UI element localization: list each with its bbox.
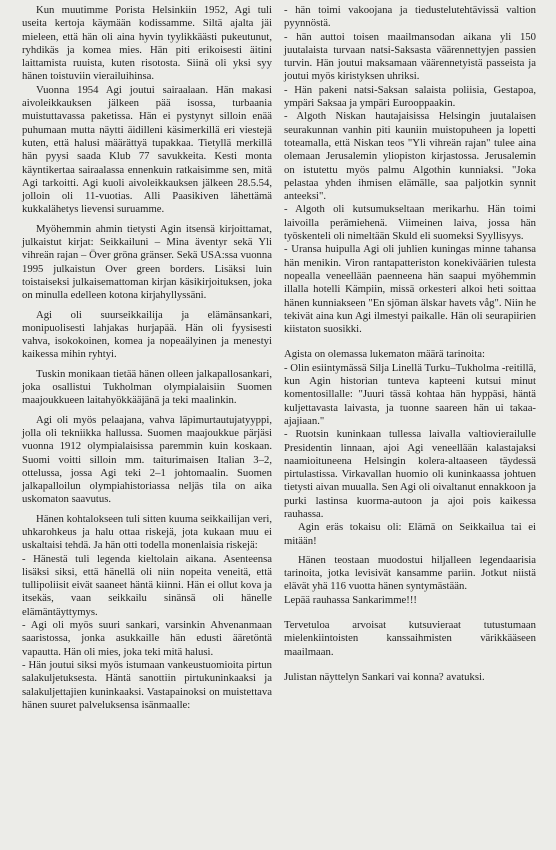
paragraph: Tervetuloa arvoisat kutsuvieraat tutustumaan mielenkiintoisten kanssaihmisten värikkääseen maailmaan. <box>284 619 536 658</box>
paragraph: Tuskin monikaan tietää hänen olleen jalkapallosankari, joka osallistui Tukholman olympialaisiin Suomen maajoukkueen laitahyökkääjänä ja teki maalinkin. <box>22 367 272 407</box>
paragraph: - hän toimi vakoojana ja tiedustelutehtävissä valtion pyynnöstä. <box>284 4 536 30</box>
paragraph: Agi oli myös pelaajana, vahva läpimurtautujatyyppi, jolla oli tekniikka hallussa. Suomen maajoukkue pärjäsi vuonna 1912 olympialaisissa paremmin kuin koskaan. Suomi voitti silloin mm. taiturimaisen Italian 3–2, ottelussa, jossa Agi teki 2–1 johtomaalin. Suomen jalkapalloilun olympiahistoriassa neljäs tila on aika uskomaton saavutus. <box>22 413 272 506</box>
paragraph: - Algoth Niskan hautajaisissa Helsingin juutalaisen seurakunnan vanhin piti kauniin muistopuheen ja lopetti toteamalla, että Niskan teos "Yli vihreän rajan" tulee aina olemaan Jerusalemin yliopiston kirjastossa. Jerusalemin on istutettu myös palmu Algothin kunniaksi. "Joka pelastaa yhden ihmisen elämälle, saa paljotkin synnit anteeksi". <box>284 110 536 203</box>
paragraph: Agi oli suurseikkailija ja elämänsankari, monipuolisesti lahjakas hurjapää. Hän oli fyysisesti vahva, isokokoinen, komea ja nopeaälyinen ja menestyi kaikessa mihin ryhtyi. <box>22 308 272 361</box>
right-text-column <box>284 4 536 684</box>
paragraph: Hänen kohtalokseen tuli sitten kuuma seikkailijan veri, uhkarohkeus ja halu ottaa riskejä, jota kukaan muu ei uskaltaisi tehdä. Ja hän otti todella monenlaisia riskejä: <box>22 512 272 552</box>
paragraph: Vuonna 1954 Agi joutui sairaalaan. Hän makasi aivoleikkauksen jälkeen pää isossa, turbaania muistuttavassa paketissa. Hän ei pystynyt silloin enää puhumaan mutta näytti äidilleni käsimerkillä eri viestejä kuten, että halusi määrättyä tupakkaa. Tietyllä merkillä hän pyysi saada Klub 77 savukkeita. Kesti monta käyntikertaa sairaalassa ennenkuin ratkaisimme sen, mitä Agi tarkoitti. Agi kuoli aivoleikkauksen jälkeen 28.5.54, jolloin oli 11-vuotias. Alli Paasikiven lähettämä kukkalähetys lievensi suruamme. <box>22 83 272 216</box>
paragraph: Kun muutimme Porista Helsinkiin 1952, Agi tuli useita kertoja käymään kodissamme. Siltä ajalta jäi mieleen, että hän oli aina hyvin tyylikkäästi pukeutunut, ryhdikäs ja komea mies. Hän piti erikoisesti äitini laittamista ruuista, kuten risotosta. Siinä oli yksi syy hänen toistuviin vierailuihinsa. <box>22 4 272 83</box>
paragraph: - Hän pakeni natsi-Saksan salaista poliisia, Gestapoa, ympäri Saksaa ja ympäri Eurooppaakin. <box>284 83 536 110</box>
paragraph: - Agi oli myös suuri sankari, varsinkin Ahvenanmaan saaristossa, jonka asukkaille hän edusti ääretöntä vapautta. Hän oli mies, joka teki mitä halusi. <box>22 619 272 658</box>
left-text-column <box>22 4 272 712</box>
paragraph: - hän auttoi toisen maailmansodan aikana yli 150 juutalaista turvaan natsi-Saksasta väärennettyjen passien turvin. Hän joutui maksamaan väärennetyistä passeista ja joutui myös kiristyksen uhriksi. <box>284 30 536 83</box>
paragraph: - Hänestä tuli legenda kieltolain aikana. Asenteensa lisäksi siksi, että hänellä oli niin nopeita veneitä, että tullipoliisit eivät saaneet häntä kiinni. Hän ei ollut kova ja itsekäs, vaan seikkailu sinänsä oli hänelle elämäntäyttymys. <box>22 552 272 618</box>
paragraph: - Ruotsin kuninkaan tullessa laivalla valtiovierailulle Presidentin linnaan, ajoi Agi veneellään kalastajaksi naamioituneena Helsingin kolera-altaaseen täydessä pirtulastissa. Virkavallan huomio oli kuninkaassa johtuen tietysti aivan muualla. Sen Agi oli oivaltanut ennakkoon ja purki lastinsa kuorma-autoon ja ajoi pois kaikessa rauhassa. <box>284 428 536 520</box>
paragraph: Myöhemmin ahmin tietysti Agin itsensä kirjoittamat, julkaistut kirjat: Seikkailuni – Mina äventyr sekä Yli vihreän rajan – Över gröna gränser. Sekä USA:ssa vuonna 1995 julkaistun Over green borders. Lisäksi luin toistaiseksi julkaisemattoman kirjan käsikirjoituksen, joka on minulla edelleen kotona kirjahyllyssäni. <box>22 222 272 302</box>
paragraph: - Algoth oli kutsumukseltaan merikarhu. Hän toimi laivoilla perämiehenä. Viimeinen laiva, jossa hän työskenteli oli nimeltään Skuld eli suomeksi Syyllisyys. <box>284 203 536 243</box>
paragraph: - Olin esiintymässä Silja Linellä Turku–Tukholma -reitillä, kun Agin historian tunteva kapteeni kutsui minut komentosillalle: "Juuri tässä kohtaa hän hyppäsi, häntä kuljettavasta laivasta, ja tuonne saareen hän ui takaa-ajajiaan." <box>284 361 536 427</box>
paragraph: Agista on olemassa lukematon määrä tarinoita: <box>284 348 485 361</box>
paragraph: Hänen teostaan muodostui hiljalleen legendaarisia tarinoita, jotka levisivät kansamme pariin. Jotkut niistä elävät yhä 116 vuotta hänen syntymästään. <box>284 553 536 593</box>
paragraph: Lepää rauhassa Sankarimme!!! <box>284 593 417 606</box>
paragraph: Agin eräs tokaisu oli: Elämä on Seikkailua tai ei mitään! <box>284 521 536 547</box>
paragraph: - Uransa huipulla Agi oli juhlien kuningas minne tahansa hän menikin. Viron rantapatteriston konekiväärien tulesta nopealla veneellään paenneena hän saapui myöhemmin illalla hotelli Kämpiin, missä orkesteri alkoi heti soittaa hänen kunniakseen "En sjöman älskar havets våg". Niin he tekivät aina kun Agi ilmestyi paikalle. Hän oli seurapiirien kiistaton suosikki. <box>284 243 536 336</box>
paragraph: - Hän joutui siksi myös istumaan vankeustuomioita pirtun salakuljetuksesta. Häntä sanottiin pirtukuninkaaksi ja salakuljettajien kuninkaaksi. Vastapainoksi on muistettava hänen suuret palveluksensa isänmaalle: <box>22 658 272 711</box>
paragraph: Julistan näyttelyn Sankari vai konna? avatuksi. <box>284 670 485 683</box>
